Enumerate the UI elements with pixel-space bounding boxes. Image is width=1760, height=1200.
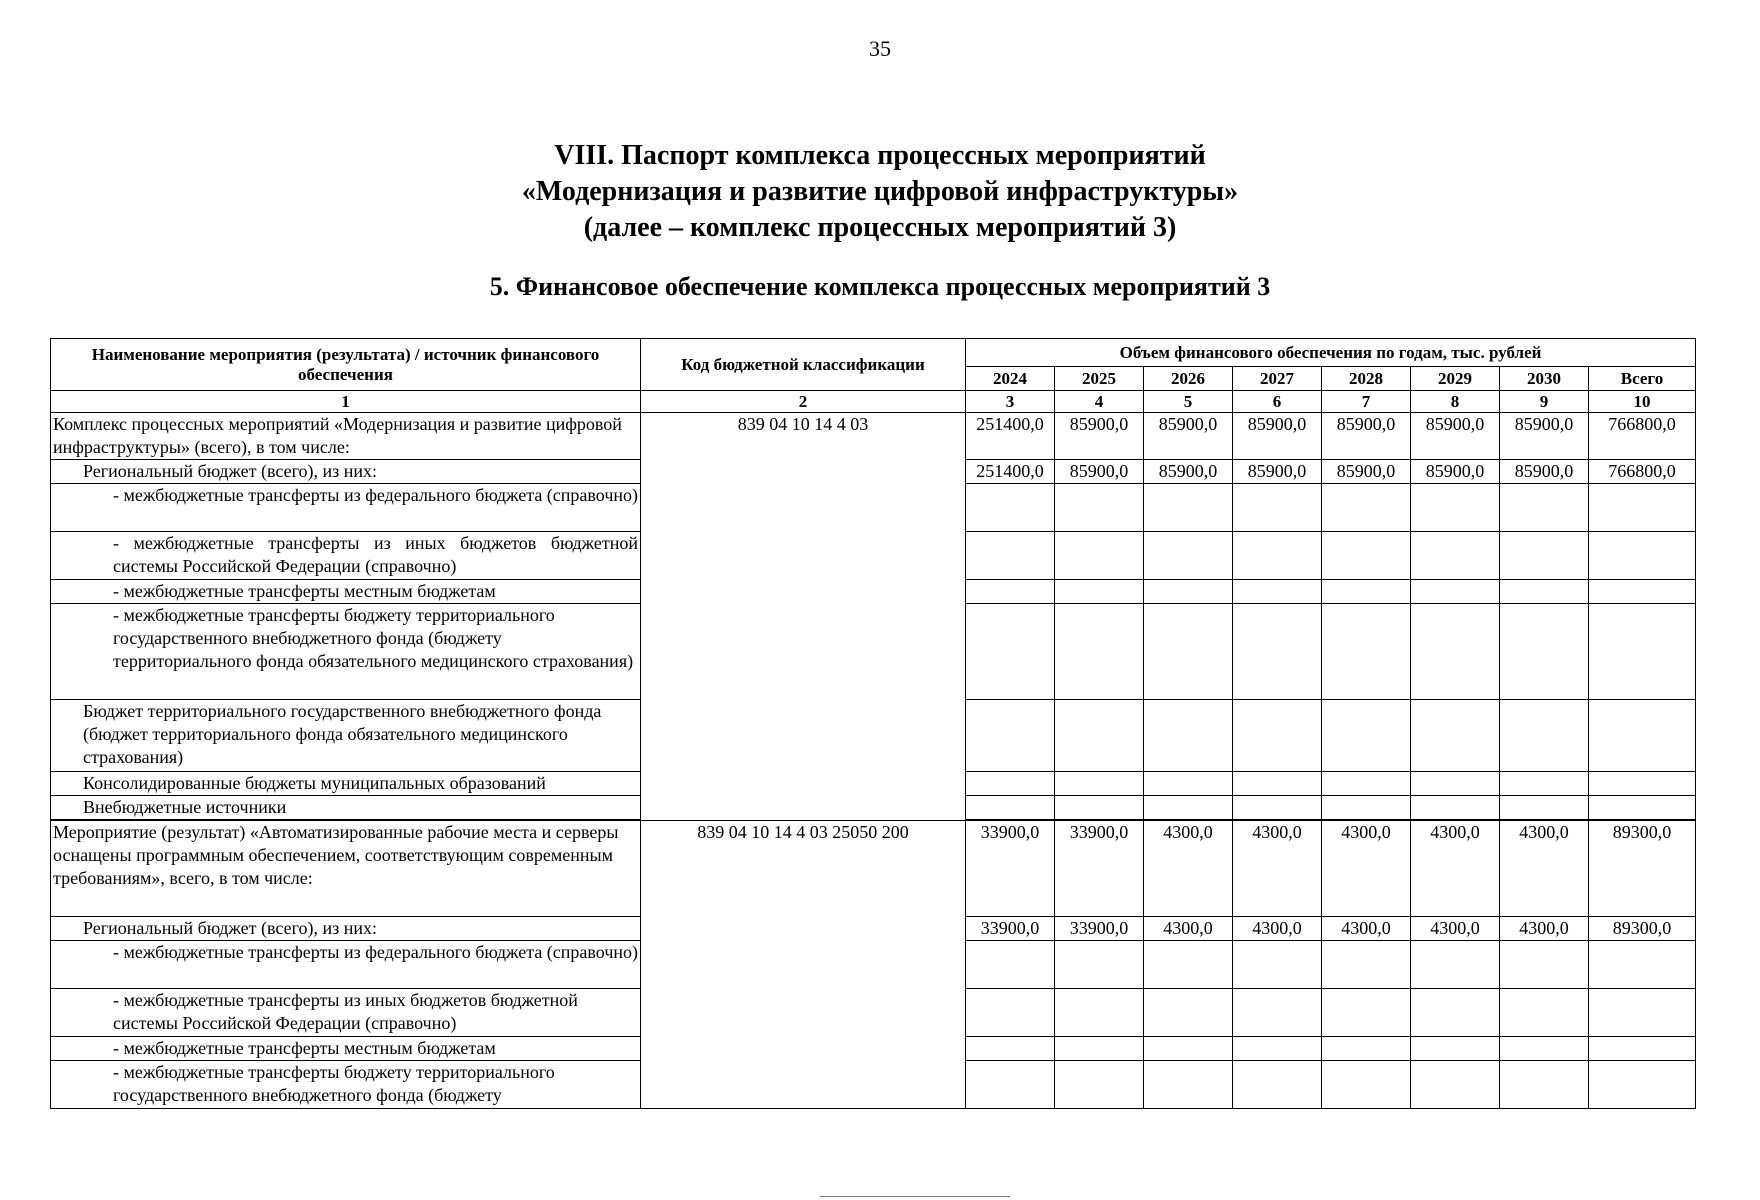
row-label: Консолидированные бюджеты муниципальных образований <box>51 772 641 796</box>
table-row <box>51 821 1696 917</box>
title-line-3: (далее – комплекс процессных мероприятий 3) <box>583 212 1177 243</box>
header-year: 2025 <box>1055 367 1144 391</box>
budget-code: 839 04 10 14 4 03 <box>641 413 966 821</box>
cell-value: 4300,0 <box>1322 821 1411 917</box>
cell-value: 4300,0 <box>1500 821 1589 917</box>
column-number: 4 <box>1055 391 1144 413</box>
cell-value: 89300,0 <box>1589 821 1696 917</box>
header-year: 2024 <box>966 367 1055 391</box>
row-label: - межбюджетные трансферты из иных бюджетов бюджетной системы Российской Федерации (справочно) <box>51 532 641 580</box>
cell-value: 85900,0 <box>1144 413 1233 460</box>
header-year: 2030 <box>1500 367 1589 391</box>
cell-value: 85900,0 <box>1144 460 1233 484</box>
cell-value: 85900,0 <box>1055 460 1144 484</box>
row-label: Комплекс процессных мероприятий «Модернизация и развитие цифровой инфраструктуры» (всего), в том числе: <box>51 413 641 460</box>
cell-value: 85900,0 <box>1055 413 1144 460</box>
cell-value: 4300,0 <box>1500 917 1589 941</box>
footer-divider <box>820 1196 1010 1197</box>
cell-value: 85900,0 <box>1411 460 1500 484</box>
row-label: - межбюджетные трансферты местным бюджетам <box>51 580 641 604</box>
cell-value: 85900,0 <box>1233 460 1322 484</box>
cell-value: 4300,0 <box>1322 917 1411 941</box>
cell-value: 85900,0 <box>1500 413 1589 460</box>
cell-value: 4300,0 <box>1411 917 1500 941</box>
document-title <box>0 138 1760 246</box>
financing-table <box>50 338 1696 1109</box>
cell-value: 33900,0 <box>966 917 1055 941</box>
header-year: 2027 <box>1233 367 1322 391</box>
row-label: Внебюджетные источники <box>51 796 641 820</box>
header-volume: Объем финансового обеспечения по годам, тыс. рублей <box>966 339 1696 367</box>
cell-value: 85900,0 <box>1500 460 1589 484</box>
column-number: 5 <box>1144 391 1233 413</box>
row-label: - межбюджетные трансферты из иных бюджетов бюджетной системы Российской Федерации (справочно) <box>51 989 641 1037</box>
column-number: 3 <box>966 391 1055 413</box>
cell-value: 33900,0 <box>1055 917 1144 941</box>
header-name: Наименование мероприятия (результата) / источник финансового обеспечения <box>51 339 641 391</box>
cell-value: 766800,0 <box>1589 413 1696 460</box>
row-label: Региональный бюджет (всего), из них: <box>51 460 641 484</box>
cell-value: 4300,0 <box>1144 821 1233 917</box>
row-label: Мероприятие (результат) «Автоматизированные рабочие места и серверы оснащены программным обеспечением, соответствующим современным требованиям», всего, в том числе: <box>51 821 641 917</box>
cell-value: 251400,0 <box>966 460 1055 484</box>
header-code: Код бюджетной классификации <box>641 339 966 391</box>
cell-value: 4300,0 <box>1233 821 1322 917</box>
column-number: 1 <box>51 391 641 413</box>
title-line-2: «Модернизация и развитие цифровой инфраструктуры» <box>521 176 1239 207</box>
row-label: - межбюджетные трансферты бюджету территориального государственного внебюджетного фонда (бюджету <box>51 1061 641 1109</box>
row-label: - межбюджетные трансферты из федерального бюджета (справочно) <box>51 484 641 532</box>
column-number-row <box>51 391 1696 413</box>
column-number: 6 <box>1233 391 1322 413</box>
cell-value: 4300,0 <box>1411 821 1500 917</box>
cell-value: 85900,0 <box>1411 413 1500 460</box>
cell-value: 766800,0 <box>1589 460 1696 484</box>
cell-value: 33900,0 <box>966 821 1055 917</box>
row-label: - межбюджетные трансферты бюджету территориального государственного внебюджетного фонда (бюджету территориального фонда обязательного медицинского страхования) <box>51 604 641 700</box>
column-number: 7 <box>1322 391 1411 413</box>
header-year: 2026 <box>1144 367 1233 391</box>
header-year: 2028 <box>1322 367 1411 391</box>
budget-code: 839 04 10 14 4 03 25050 200 <box>641 821 966 1109</box>
cell-value: 89300,0 <box>1589 917 1696 941</box>
row-label: Бюджет территориального государственного внебюджетного фонда (бюджет территориального фонда обязательного медицинского страхования) <box>51 700 641 772</box>
column-number: 2 <box>641 391 966 413</box>
header-year: 2029 <box>1411 367 1500 391</box>
cell-value: 85900,0 <box>1322 460 1411 484</box>
cell-value: 4300,0 <box>1233 917 1322 941</box>
cell-value: 251400,0 <box>966 413 1055 460</box>
cell-value: 4300,0 <box>1144 917 1233 941</box>
row-label: - межбюджетные трансферты местным бюджетам <box>51 1037 641 1061</box>
table-row <box>51 413 1696 460</box>
header-row-1 <box>51 339 1696 367</box>
column-number: 8 <box>1411 391 1500 413</box>
column-number: 10 <box>1589 391 1696 413</box>
title-line-1: VIII. Паспорт комплекса процессных мероприятий <box>554 140 1206 171</box>
column-number: 9 <box>1500 391 1589 413</box>
cell-value: 85900,0 <box>1233 413 1322 460</box>
header-total: Всего <box>1589 367 1696 391</box>
row-label: Региональный бюджет (всего), из них: <box>51 917 641 941</box>
cell-value: 33900,0 <box>1055 821 1144 917</box>
row-label: - межбюджетные трансферты из федерального бюджета (справочно) <box>51 941 641 989</box>
section-heading: 5. Финансовое обеспечение комплекса процессных мероприятий 3 <box>489 272 1271 301</box>
cell-value: 85900,0 <box>1322 413 1411 460</box>
page-number: 35 <box>869 36 891 61</box>
